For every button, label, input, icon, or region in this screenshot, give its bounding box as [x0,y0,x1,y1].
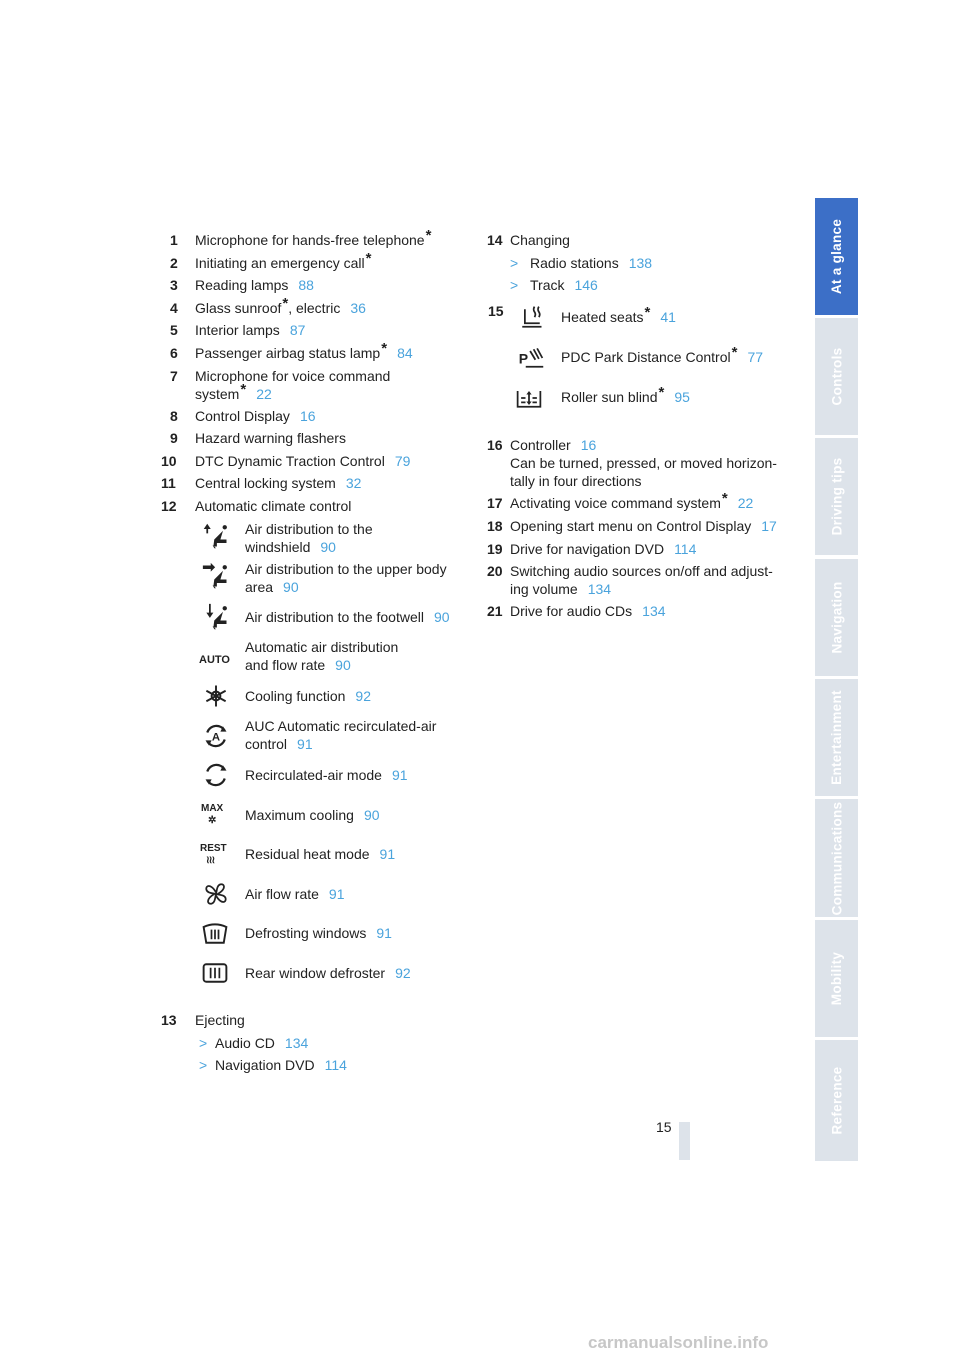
climate-row: AUC Automatic recirculated-air control 91 [245,718,437,752]
page-ref-link[interactable]: 91 [297,736,313,752]
page-ref-link[interactable]: 146 [574,277,598,293]
climate-row: Air distribution to the upper body area 90 [245,561,447,595]
page-ref-link[interactable]: 22 [256,386,272,402]
residual-heat-icon: REST ≀≀≀ [200,843,227,866]
page-ref-link[interactable]: 90 [320,539,336,555]
climate-row: Air flow rate 91 [245,886,345,902]
tab-at-a-glance[interactable]: At a glance [815,198,858,315]
page-ref-link[interactable]: 134 [642,603,666,619]
front-defrost-icon [199,920,231,948]
upper-body-air-icon [200,562,232,590]
climate-row: Cooling function 92 [245,688,371,704]
page-ref-link[interactable]: 92 [355,688,371,704]
page-ref-link[interactable]: 91 [391,767,408,783]
recirculation-icon [200,761,232,789]
page-ref-link[interactable]: 79 [394,453,411,469]
rear-defrost-icon [199,959,231,987]
page-ref-link[interactable]: 91 [328,886,345,902]
climate-row: Air distribution to the windshield 90 [245,521,373,555]
page-marker [679,1122,690,1160]
feature-row: Heated seats* 41 [561,304,676,325]
page-ref-link[interactable]: 92 [395,965,411,981]
climate-row: Rear window defroster 92 [245,965,411,981]
footwell-air-icon [200,603,232,631]
page-ref-link[interactable]: 87 [289,322,306,338]
climate-row: Defrosting windows 91 [245,925,392,941]
page-ref-link[interactable]: 41 [660,309,676,325]
page-ref-link[interactable]: 36 [350,300,366,316]
page-ref-link[interactable]: 32 [345,475,362,491]
page-ref-link[interactable]: 90 [283,579,299,595]
page-ref-link[interactable]: 91 [379,846,396,862]
page-ref-link[interactable]: 91 [376,925,392,941]
chapter-sidebar [815,198,858,1161]
climate-row: Residual heat mode 91 [245,846,396,862]
auc-recirculation-icon [200,722,232,750]
tab-navigation[interactable]: Navigation [815,559,858,676]
heated-seat-icon [515,304,547,332]
max-cooling-icon: MAX ✲ [201,803,224,826]
climate-row: Automatic air distribution and flow rate 90 [245,639,399,673]
auto-icon: AUTO [199,654,230,666]
climate-row: Air distribution to the footwell 90 [245,609,450,625]
fan-icon [200,880,232,908]
tab-controls[interactable]: Controls [815,318,858,435]
svg-text:P: P [518,350,529,367]
svg-text:A: A [211,731,221,744]
feature-row: PDC Park Distance Control* 77 [561,344,764,365]
climate-row: Maximum cooling 90 [245,807,380,823]
page-ref-link[interactable]: 114 [324,1057,347,1073]
page-ref-link[interactable]: 77 [747,349,764,365]
tab-entertainment[interactable]: Entertainment [815,679,858,796]
tab-driving-tips[interactable]: Driving tips [815,438,858,555]
page-ref-link[interactable]: 16 [580,437,597,453]
page-ref-link[interactable]: 90 [363,807,380,823]
page-ref-link[interactable]: 138 [628,255,653,271]
page-ref-link[interactable]: 95 [674,389,690,405]
pdc-icon [515,344,547,372]
page-ref-link[interactable]: 90 [335,657,351,673]
snowflake-icon [200,682,232,710]
page-ref-link[interactable]: 84 [397,345,413,361]
sun-blind-icon [513,384,545,412]
page-ref-link[interactable]: 22 [737,495,754,511]
page-ref-link[interactable]: 134 [284,1035,309,1051]
tab-communications[interactable]: Communications [815,799,858,917]
page-ref-link[interactable]: 114 [674,541,697,557]
windshield-air-icon [200,522,232,550]
climate-row: Recirculated-air mode 91 [245,767,408,783]
feature-row: Roller sun blind* 95 [561,384,690,405]
watermark: carmanualsonline.info [588,1333,769,1352]
page-ref-link[interactable]: 134 [587,581,612,597]
page-ref-link[interactable]: 17 [761,518,777,534]
page-number: 15 [656,1119,672,1135]
tab-mobility[interactable]: Mobility [815,920,858,1037]
page-ref-link[interactable]: 90 [433,609,450,625]
page-ref-link[interactable]: 16 [299,408,316,424]
page-ref-link[interactable]: 88 [298,277,314,293]
tab-reference[interactable]: Reference [815,1040,858,1161]
